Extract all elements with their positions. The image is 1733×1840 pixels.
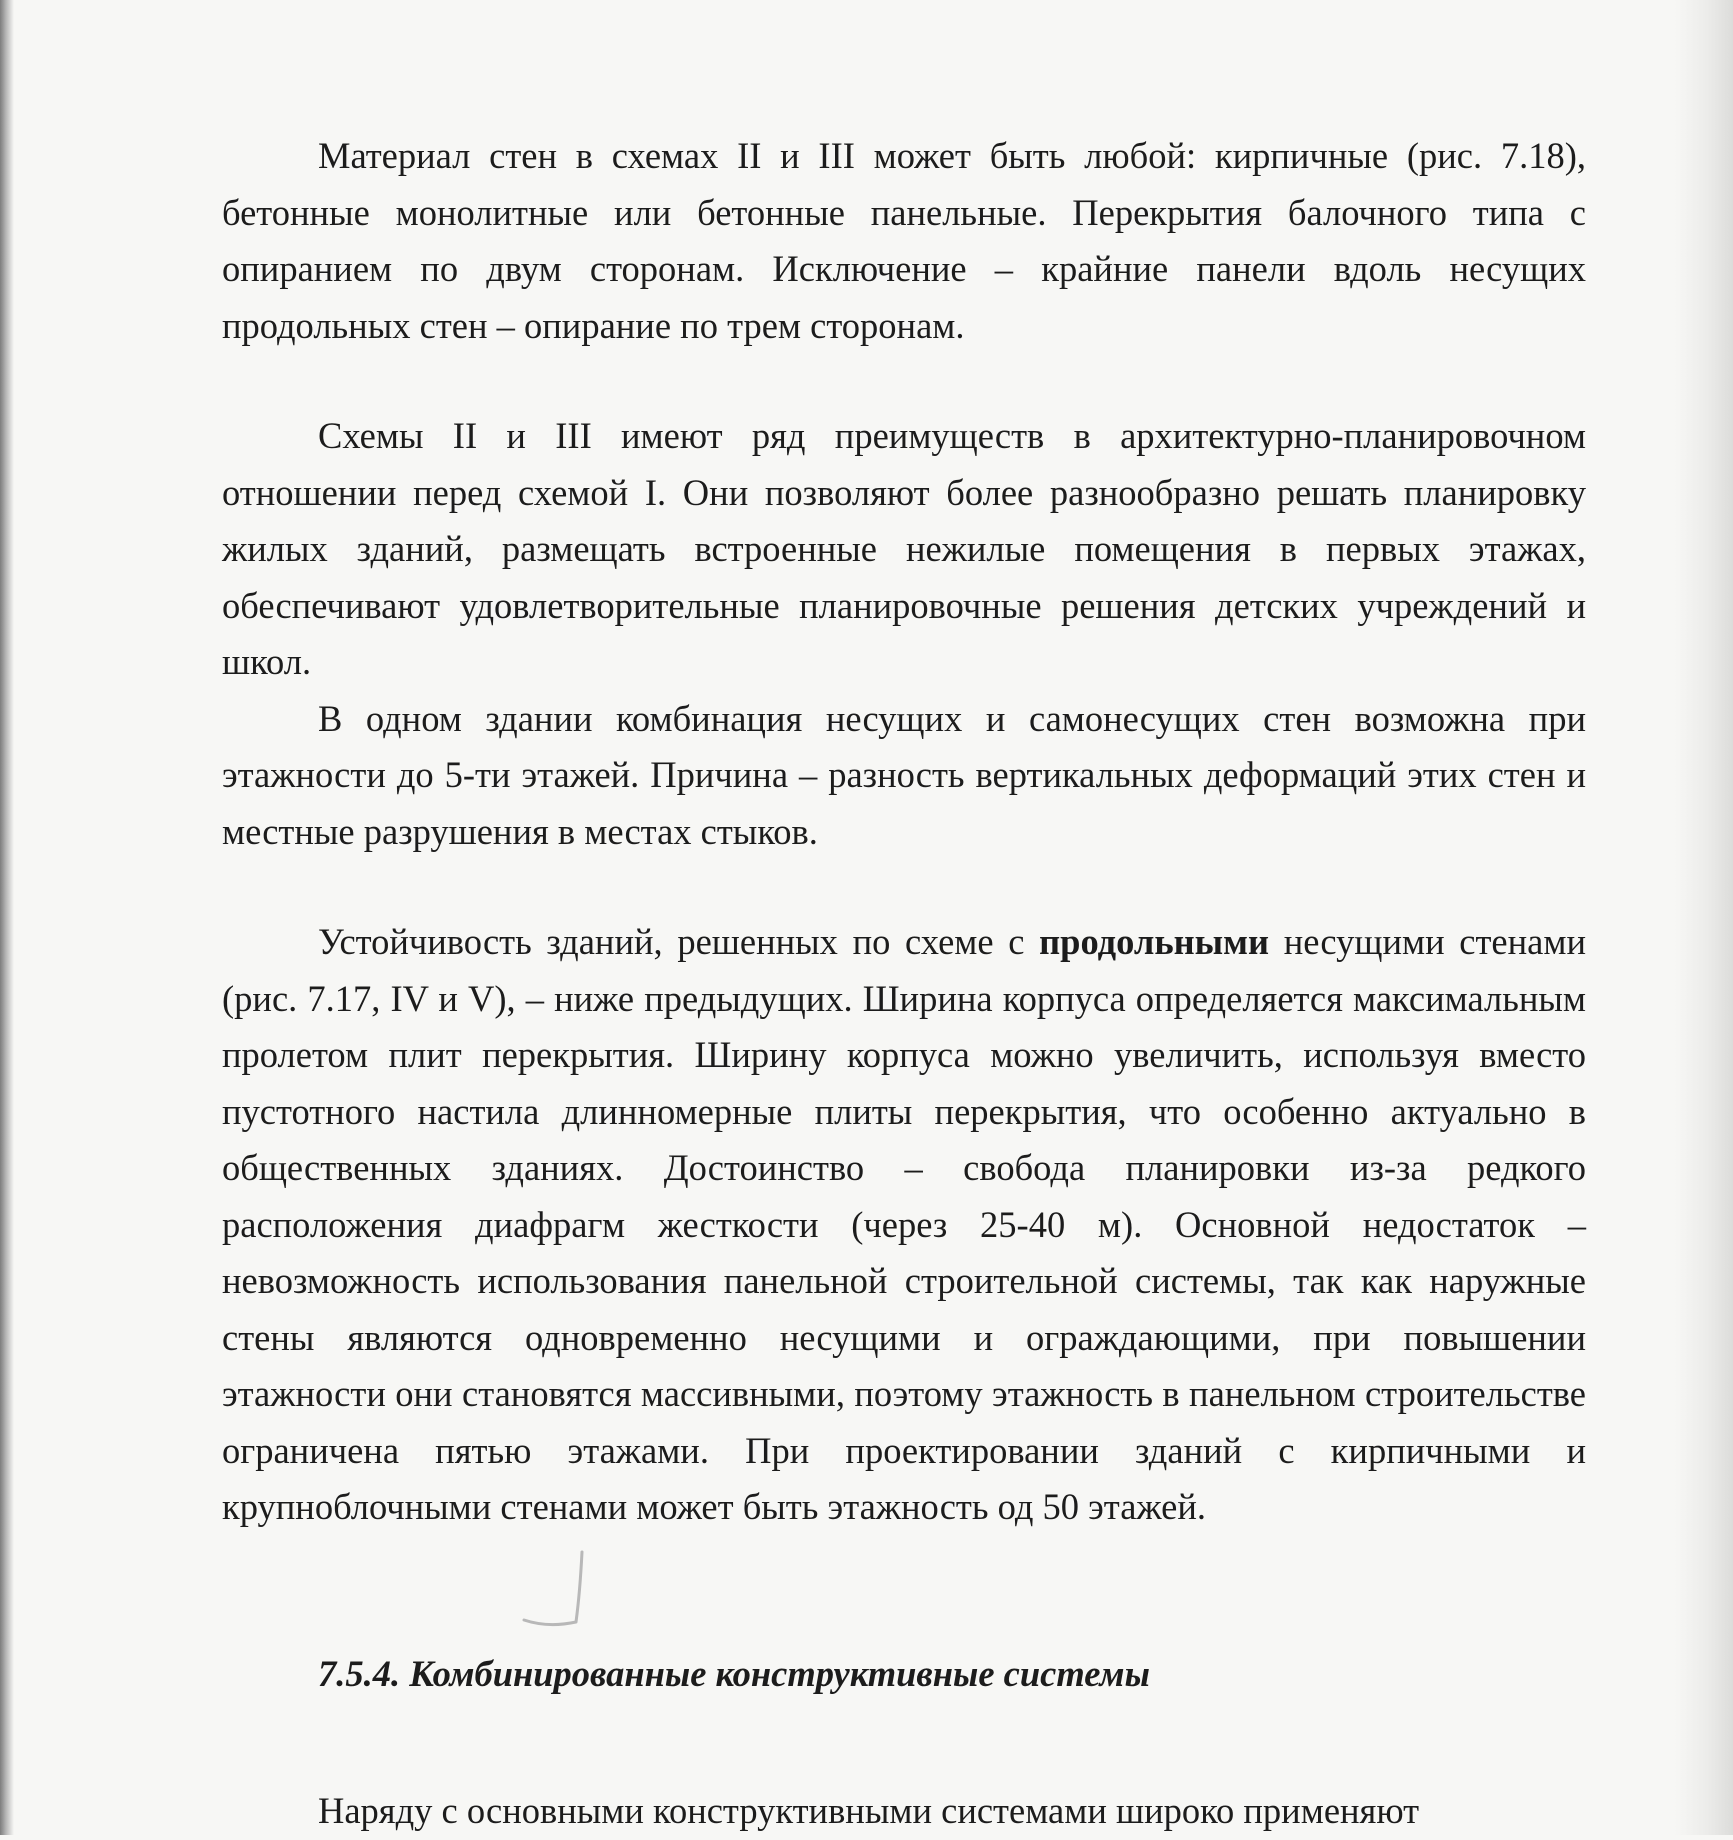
paragraph-text-start: Устойчивость зданий, решенных по схеме с <box>318 921 1040 962</box>
paragraph-wall-material: Материал стен в схемах II и III может быть любой: кирпичные (рис. 7.18), бетонные монолитные или бетонные панельные. Перекрытия балочного типа с опиранием по двум сторонам. Исключение – крайние панели вдоль несущих продольных стен – опирание по трем сторонам. <box>222 135 1586 346</box>
pencil-check-mark <box>520 1548 600 1638</box>
paragraph-scheme-advantages: Схемы II и III имеют ряд преимуществ в архитектурно-планировочном отношении перед схемой I. Они позволяют более разнообразно решать планировку жилых зданий, размещать встроенные нежилые помещения в первых этажах, обеспечивают удовлетворительные планировочные решения детских учреждений и школ. <box>222 415 1586 682</box>
page-body <box>222 128 1586 1536</box>
paragraph-longitudinal-walls <box>222 914 1586 1536</box>
paragraph-wall-combination: В одном здании комбинация несущих и самонесущих стен возможна при этажности до 5-ти этажей. Причина – разность вертикальных деформаций этих стен и местные разрушения в местах стыков. <box>222 697 1586 852</box>
scan-left-edge <box>0 0 14 1835</box>
paragraph-text-end: несущими стенами (рис. 7.17, IV и V), – ниже предыдущих. Ширина корпуса определяется максимальным пролетом плит перекрытия. Ширину корпуса можно увеличить, используя вместо пустотного настила длинномерные плиты перекрытия, что особенно актуально в общественных зданиях. Достоинство – свобода планировки из-за редкого расположения диафрагм жесткости (через 25-40 м). Основной недостаток – невозможность использования панельной строительной системы, так как наружные стены являются одновременно несущими и ограждающими, при повышении этажности они становятся массивными, поэтому этажность в панельном строительстве ограничена пятью этажами. При проектировании зданий с кирпичными и крупноблочными стенами может быть этажность од 50 этажей. <box>222 921 1586 1527</box>
bold-term: продольными <box>1039 921 1270 962</box>
section-heading: 7.5.4. Комбинированные конструктивные системы <box>318 1653 1150 1694</box>
paragraph-combined-systems: Наряду с основными конструктивными системами широко применяют <box>318 1790 1420 1831</box>
scan-right-edge <box>1675 0 1733 1835</box>
